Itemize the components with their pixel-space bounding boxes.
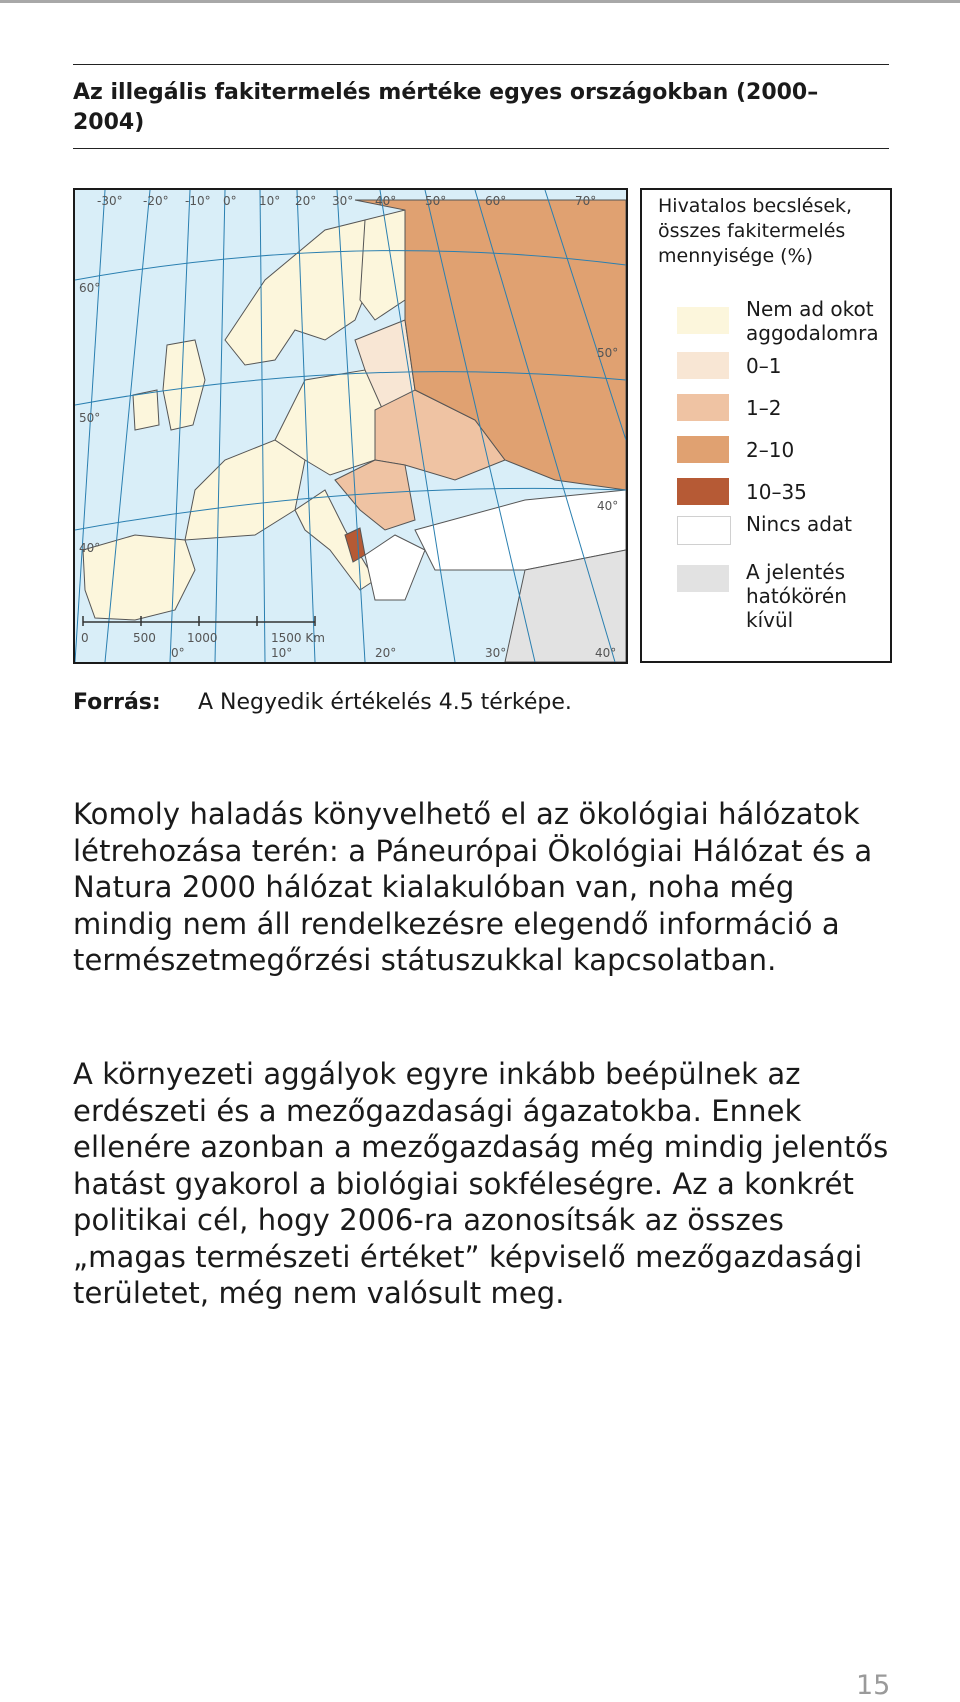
page-number: 15	[856, 1670, 891, 1701]
lon-label: 40°	[595, 646, 617, 660]
lat-label: 60°	[79, 281, 101, 295]
source-text: A Negyedik értékelés 4.5 térképe.	[198, 690, 572, 715]
legend-swatch	[677, 394, 729, 421]
legend-title: Hivatalos becslések, összes fakitermelés mennyisége (%)	[658, 195, 853, 267]
body-paragraph: A környezeti aggályok egyre inkább beépülnek az erdészeti és a mezőgazdasági ágazatokba. Ennek ellenére azonban a mezőgazdaság még mindig jelentős hatást gyakorol a biológiai sokféleségre. Az a konkrét politikai cél, hogy 2006-ra azonosítsák az összes „magas természeti értéket” képviselő mezőgazdasági területet, még nem valósult meg.	[73, 1057, 889, 1310]
map-legend	[640, 188, 892, 663]
page-top-line	[0, 0, 960, 3]
europe-illegal-logging-map	[73, 188, 628, 664]
lat-label: 40°	[597, 499, 619, 513]
legend-label: A jelentés hatókörén kívül	[746, 560, 847, 632]
lon-label: 20°	[375, 646, 397, 660]
scale-label: 1000	[187, 631, 218, 645]
title-rule-bottom	[73, 148, 889, 149]
lon-label: -10°	[185, 194, 211, 208]
lon-label: 30°	[332, 194, 354, 208]
legend-label: 1–2	[746, 396, 782, 420]
lon-label: 30°	[485, 646, 507, 660]
source-label: Forrás:	[73, 690, 161, 715]
figure-title: Az illegális fakitermelés mértéke egyes országokban (2000–2004)	[73, 80, 819, 135]
legend-swatch	[677, 516, 731, 545]
scale-label: 1500 Km	[271, 631, 325, 645]
scale-label: 0	[81, 631, 89, 645]
legend-label: 2–10	[746, 438, 795, 462]
lon-label: 10°	[259, 194, 281, 208]
lon-label: 0°	[171, 646, 185, 660]
lon-label: -20°	[143, 194, 169, 208]
scale-label: 500	[133, 631, 156, 645]
legend-label: Nincs adat	[746, 512, 853, 536]
legend-swatch	[677, 307, 729, 334]
body-paragraph: Komoly haladás könyvelhető el az ökológiai hálózatok létrehozása terén: a Páneurópai Ökológiai Hálózat és a Natura 2000 hálózat kialakulóban van, noha még mindig nem áll rendelkezésre elegendő információ a természetmegőrzési státuszukkal kapcsolatban.	[73, 797, 873, 977]
lon-label: -30°	[97, 194, 123, 208]
lon-label: 10°	[271, 646, 293, 660]
map-svg	[75, 190, 626, 662]
lon-label: 50°	[425, 194, 447, 208]
legend-swatch	[677, 478, 729, 505]
lon-label: 0°	[223, 194, 237, 208]
figure-source	[73, 690, 572, 715]
lat-label: 50°	[597, 346, 619, 360]
legend-label: Nem ad okot aggodalomra	[746, 297, 879, 345]
legend-swatch	[677, 565, 729, 592]
lat-label: 40°	[79, 541, 101, 555]
lon-label: 40°	[375, 194, 397, 208]
lon-label: 60°	[485, 194, 507, 208]
ireland-region	[133, 390, 159, 430]
legend-swatch	[677, 352, 729, 379]
lon-label: 20°	[295, 194, 317, 208]
lon-label: 70°	[575, 194, 597, 208]
legend-swatch	[677, 436, 729, 463]
title-rule-top	[73, 64, 889, 65]
legend-label: 0–1	[746, 354, 782, 378]
lat-label: 50°	[79, 411, 101, 425]
legend-label: 10–35	[746, 480, 807, 504]
